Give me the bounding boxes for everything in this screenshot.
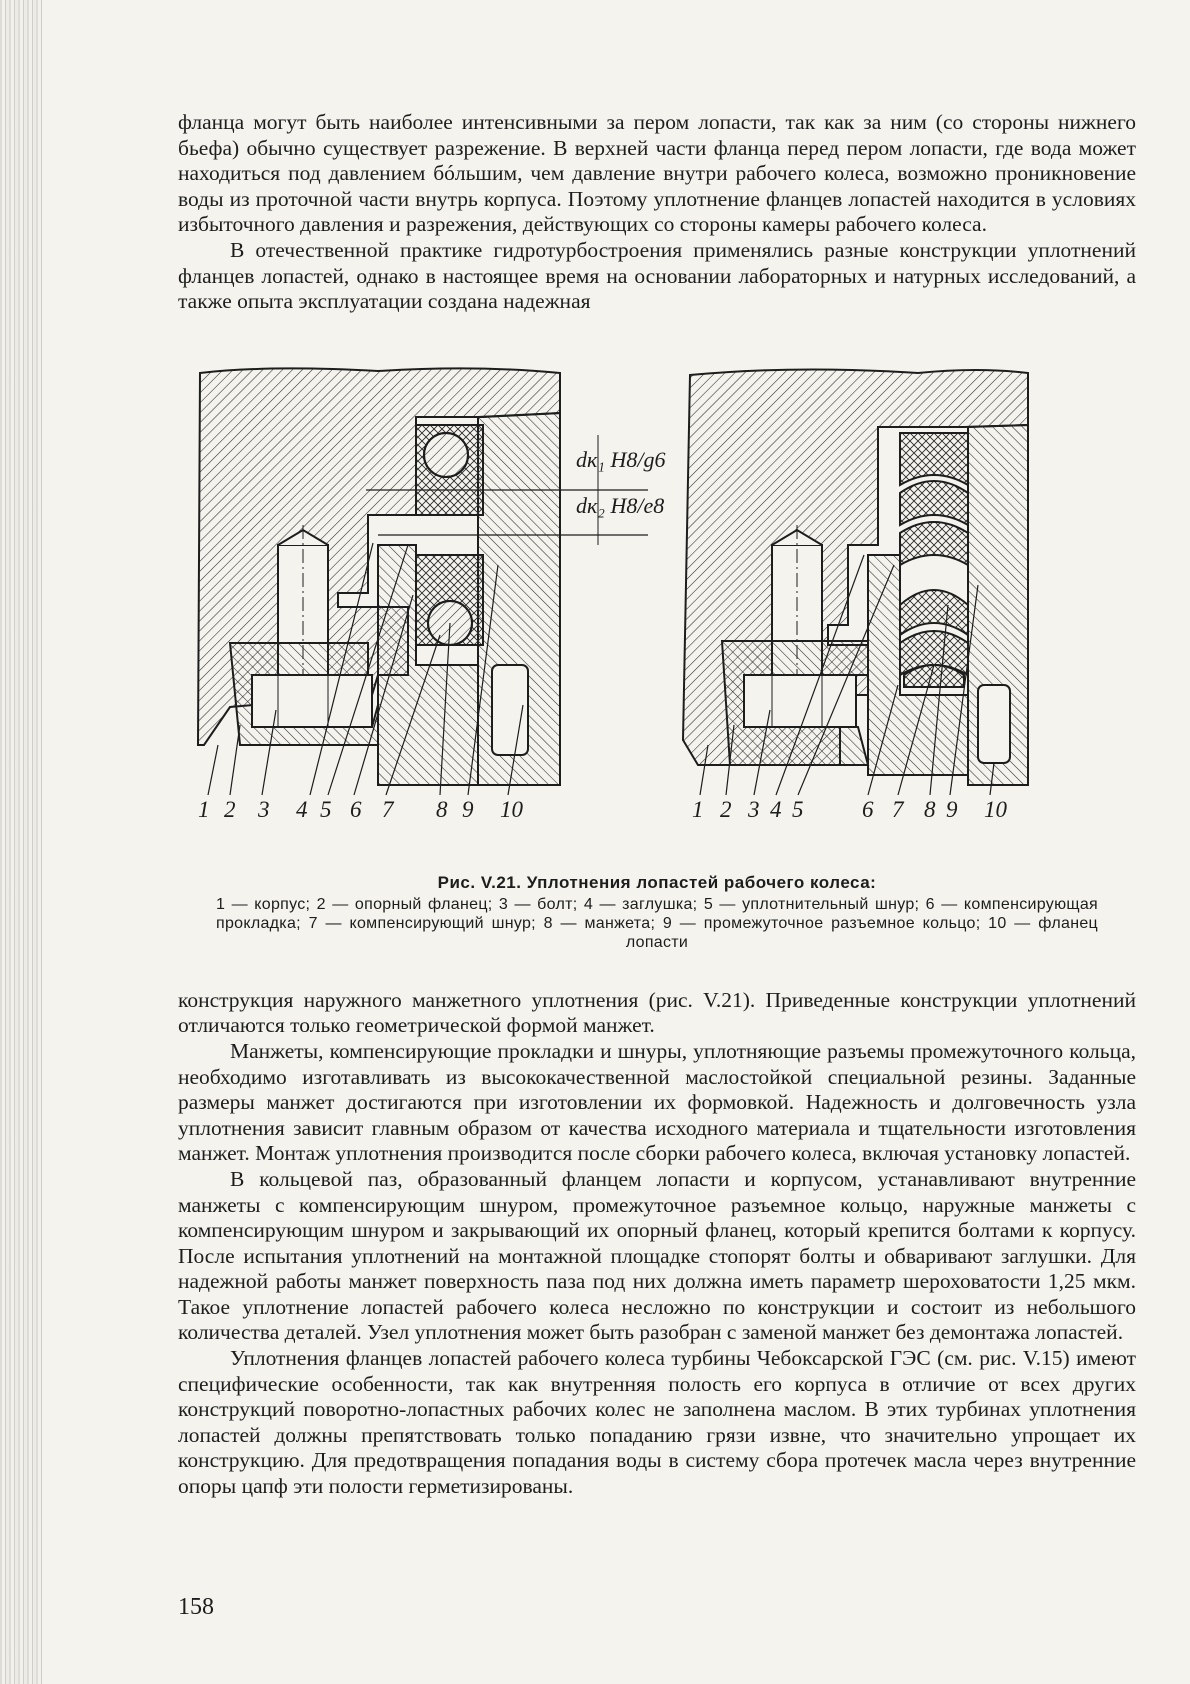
paragraph-top-1: фланца могут быть наиболее интенсивными за пером лопасти, так как за ним (со стороны нижнего бьефа) обычно существует разрежение. В верхней части фланца перед пером лопасти, где вода может находиться под давлением бóльшим, чем давление внутри рабочего колеса, возможно проникновение воды из проточной части внутрь корпуса. Поэтому уплотнение фланцев лопастей находится в условиях избыточного давления и разрежения, действующих со стороны камеры рабочего колеса. [178,110,1136,237]
left-num-3: 3 [258,796,270,822]
right-seal-drawing [683,369,1028,795]
book-binding-shadow [0,0,42,1684]
left-num-10: 10 [500,796,523,822]
left-num-9: 9 [462,796,474,822]
page-number: 158 [178,1594,214,1620]
paragraph-bottom-4: Уплотнения фланцев лопастей рабочего колеса турбины Чебоксарской ГЭС (см. рис. V.15) имеют специфические особенности, так как внутренняя полость его корпуса в отличие от всех других конструкций поворотно-лопастных рабочих колес не заполнена маслом. В этих турбинах уплотнения лопастей должны препятствовать только попаданию грязи извне, что значительно упрощает их конструкцию. Для предотвращения попадания воды в систему сбора протечек масла через внутренние опоры цапф эти полости герметизированы. [178,1346,1136,1499]
seal-drawing [178,365,1136,853]
paragraph-bottom-2: Манжеты, компенсирующие прокладки и шнуры, уплотняющие разъемы промежуточного кольца, необходимо изготавливать из высококачественной маслостойкой специальной резины. Заданные размеры манжет достигаются при изготовлении их формовкой. Надежность и долговечность узла уплотнения зависит главным образом от качества исходного материала и тщательности изготовления манжет. Монтаж уплотнения производится после сборки рабочего колеса, включая установку лопастей. [178,1038,1136,1166]
right-num-3: 3 [748,796,760,822]
left-num-1: 1 [198,796,210,822]
paragraph-bottom-1: конструкция наружного манжетного уплотнения (рис. V.21). Приведенные конструкции уплотнений отличаются только геометрической формой манжет. [178,987,1136,1038]
right-num-5: 5 [792,796,804,822]
left-num-5: 5 [320,796,332,822]
left-num-2: 2 [224,796,236,822]
cuffs-right [900,433,968,687]
right-num-4: 4 [770,796,782,822]
left-num-6: 6 [350,796,362,822]
right-num-8: 8 [924,796,936,822]
right-num-6: 6 [862,796,874,822]
left-num-4: 4 [296,796,308,822]
right-num-1: 1 [692,796,704,822]
right-num-2: 2 [720,796,732,822]
figure-caption-title: Рис. V.21. Уплотнения лопастей рабочего колеса: [437,872,877,892]
fit-label-dk2: dк₂ H8/e8 [576,492,665,518]
figure-blade-seals [178,365,1136,853]
right-num-9: 9 [946,796,958,822]
left-num-8: 8 [436,796,448,822]
figure-caption-legend: 1 — корпус; 2 — опорный фланец; 3 — болт; 4 — заглушка; 5 — уплотнительный шнур; 6 — компенсирующая прокладка; 7 — компенсирующий шнур; 8 — манжета; 9 — промежуточное разъемное кольцо; 10 — фланец лопасти [216,895,1098,951]
book-page [178,110,1136,1500]
right-num-10: 10 [984,796,1007,822]
fit-label-dk1: dк₁ H8/g6 [576,446,666,472]
bolt-head-left [252,675,372,727]
left-num-7: 7 [382,796,394,822]
bolt-head-right [744,675,856,727]
right-num-7: 7 [892,796,904,822]
left-seal-drawing [198,368,648,795]
paragraph-bottom-3: В кольцевой паз, образованный фланцем лопасти и корпусом, устанавливают внутренние манжеты с компенсирующим шнуром, промежуточное разъемное кольцо, наружные манжеты с компенсирующим шнуром и закрывающий их опорный фланец, который крепится болтами к корпусу. После испытания уплотнений на монтажной площадке стопорят болты и обваривают заглушки. Для надежной работы манжет поверхность паза под них должна иметь параметр шероховатости 1,25 мкм. Такое уплотнение лопастей рабочего колеса несложно по конструкции и состоит из небольшого количества деталей. Узел уплотнения может быть разобран с заменой манжет без демонтажа лопастей. [178,1166,1136,1345]
paragraph-top-2: В отечественной практике гидротурбостроения применялись разные конструкции уплотнений фланцев лопастей, однако в настоящее время на основании лабораторных и натурных исследований, а также опыта эксплуатации создана надежная [178,237,1136,314]
